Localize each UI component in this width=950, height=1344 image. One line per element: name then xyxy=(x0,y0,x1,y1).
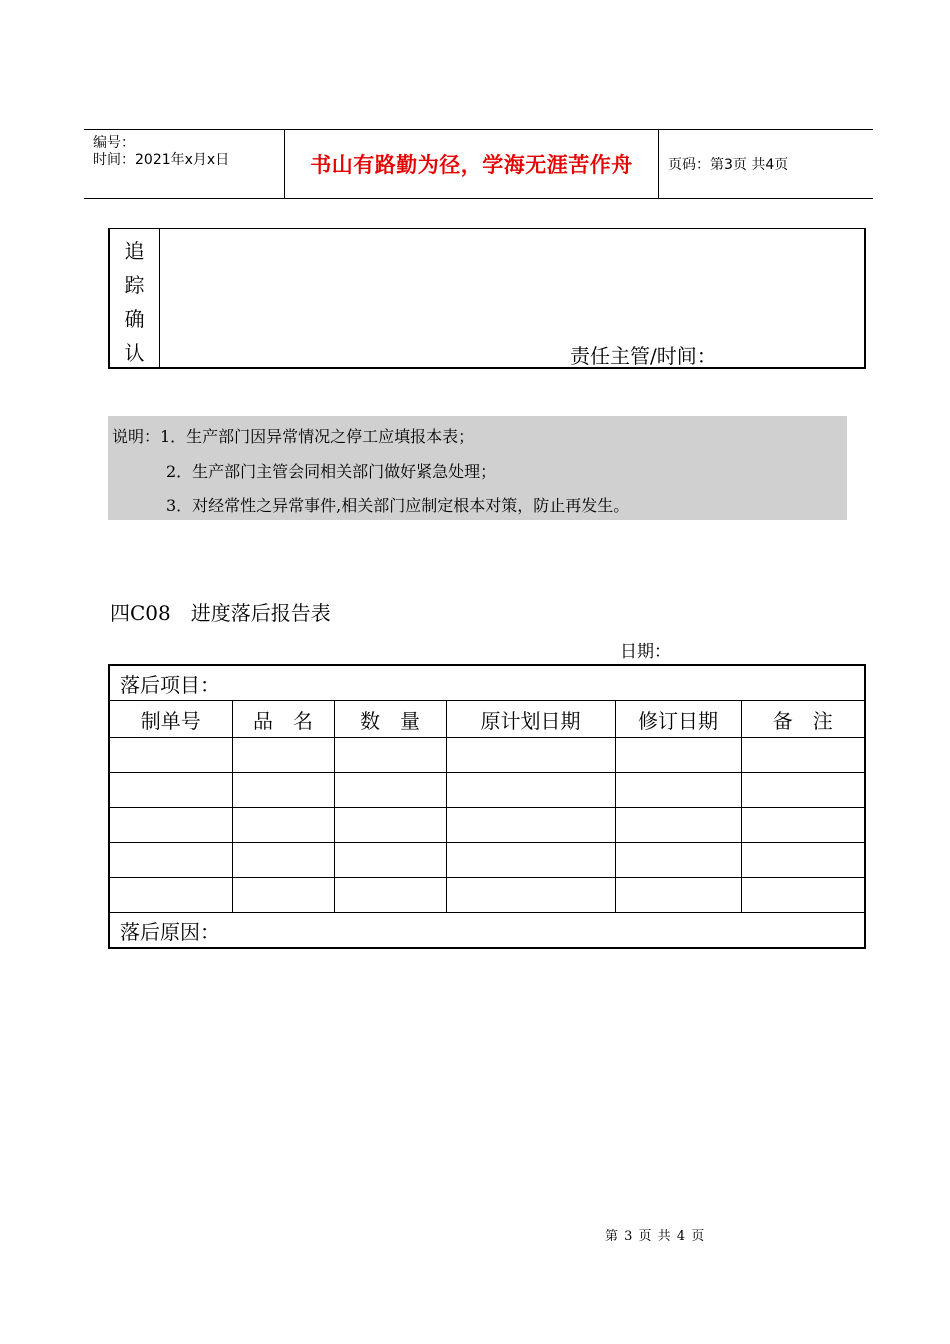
table-cell[interactable] xyxy=(334,773,446,808)
header-page-code: 页码：第3页 共4页 xyxy=(668,157,789,173)
header-meta xyxy=(84,130,284,198)
table-cell[interactable] xyxy=(615,773,741,808)
table-cell[interactable] xyxy=(741,878,865,913)
tracking-label-char: 追 xyxy=(124,239,145,263)
table-cell[interactable] xyxy=(109,843,232,878)
table-cell[interactable] xyxy=(446,738,615,773)
table-cell[interactable] xyxy=(232,843,334,878)
column-header: 备 注 xyxy=(741,701,865,738)
table-cell[interactable] xyxy=(232,738,334,773)
column-header: 品 名 xyxy=(232,701,334,738)
table-cell[interactable] xyxy=(446,878,615,913)
table-header-row xyxy=(109,701,865,738)
project-row xyxy=(109,665,865,701)
table-row xyxy=(109,773,865,808)
table-cell[interactable] xyxy=(334,843,446,878)
table-cell[interactable] xyxy=(741,738,865,773)
table-cell[interactable] xyxy=(615,843,741,878)
table-cell[interactable] xyxy=(109,878,232,913)
header-page-cell xyxy=(658,130,873,198)
table-cell[interactable] xyxy=(334,738,446,773)
table-cell[interactable] xyxy=(109,773,232,808)
table-row xyxy=(109,808,865,843)
notes-block xyxy=(108,416,847,520)
table-cell[interactable] xyxy=(615,738,741,773)
header-motto: 书山有路勤为径，学海无涯苦作舟 xyxy=(310,153,633,177)
column-header: 修订日期 xyxy=(615,701,741,738)
responsible-supervisor-label: 责任主管/时间： xyxy=(570,344,717,368)
table-cell[interactable] xyxy=(109,808,232,843)
table-cell[interactable] xyxy=(109,738,232,773)
section-title: 四C08 进度落后报告表 xyxy=(110,601,331,625)
document-time-label: 时间：2021年x月x日 xyxy=(93,152,230,168)
table-cell[interactable] xyxy=(232,808,334,843)
note-line-2: 2．生产部门主管会同相关部门做好紧急处理； xyxy=(166,462,497,481)
table-cell[interactable] xyxy=(334,878,446,913)
tracking-confirmation-box xyxy=(108,228,866,369)
project-label: 落后项目： xyxy=(109,665,865,701)
table-cell[interactable] xyxy=(446,843,615,878)
delay-report-table xyxy=(108,664,866,949)
tracking-label-char: 确 xyxy=(124,307,145,331)
page-header xyxy=(84,129,873,199)
table-cell[interactable] xyxy=(741,773,865,808)
tracking-label-char: 踪 xyxy=(124,273,145,297)
note-line-1: 说明：1．生产部门因异常情况之停工应填报本表； xyxy=(112,427,475,446)
table-cell[interactable] xyxy=(615,878,741,913)
tracking-label-char: 认 xyxy=(124,341,145,365)
table-row xyxy=(109,878,865,913)
column-header: 原计划日期 xyxy=(446,701,615,738)
table-cell[interactable] xyxy=(446,808,615,843)
table-cell[interactable] xyxy=(741,843,865,878)
date-label: 日期： xyxy=(620,642,671,662)
document-number-label: 编号： xyxy=(93,135,135,151)
table-cell[interactable] xyxy=(232,773,334,808)
tracking-label xyxy=(110,229,160,367)
reason-row xyxy=(109,913,865,949)
table-row xyxy=(109,843,865,878)
page-footer: 第 3 页 共 4 页 xyxy=(605,1229,706,1244)
table-row xyxy=(109,738,865,773)
table-cell[interactable] xyxy=(232,878,334,913)
table-cell[interactable] xyxy=(615,808,741,843)
note-line-3: 3．对经常性之异常事件,相关部门应制定根本对策，防止再发生。 xyxy=(166,496,630,515)
table-cell[interactable] xyxy=(446,773,615,808)
column-header: 数 量 xyxy=(334,701,446,738)
table-cell[interactable] xyxy=(334,808,446,843)
header-motto-cell xyxy=(284,130,659,198)
table-cell[interactable] xyxy=(741,808,865,843)
reason-label: 落后原因： xyxy=(109,913,865,949)
column-header: 制单号 xyxy=(109,701,232,738)
